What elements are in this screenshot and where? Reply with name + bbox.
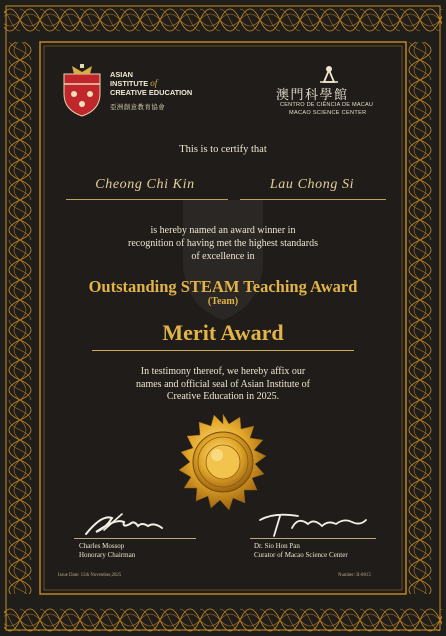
signatory-name: Dr. Sio Hon Pan [254, 542, 300, 550]
msc-chinese-name: 澳門科學館 [276, 88, 349, 103]
msc-portuguese-name: CENTRO DE CIÊNCIA DE MACAU [280, 102, 374, 108]
aice-name-line3: CREATIVE EDUCATION [110, 88, 193, 97]
testimony-line: names and official seal of Asian Institute of [136, 378, 310, 390]
signature-mossop [82, 508, 174, 538]
award-title: Outstanding STEAM Teaching Award [88, 277, 358, 296]
testimony-line: Creative Education in 2025. [166, 391, 280, 402]
citation-line: recognition of having met the highest standards [128, 238, 318, 249]
recipient-name-2: Lau Chong Si [269, 177, 355, 192]
testimony-line: In testimony thereof, we hereby affix our [140, 366, 306, 377]
msc-english-name: MACAO SCIENCE CENTER [289, 110, 367, 116]
msc-logo [272, 62, 402, 122]
signatory-1 [79, 542, 135, 560]
recipient-name-1: Cheong Chi Kin [95, 177, 195, 192]
merit-award-title: Merit Award [162, 320, 284, 345]
aice-logo [58, 62, 218, 122]
aice-name-of: of [150, 78, 158, 88]
certify-text: This is to certify that [179, 144, 267, 155]
signature-line-2 [250, 538, 376, 539]
science-center-icon [316, 64, 342, 84]
aice-name-line2: INSTITUTE [110, 79, 149, 88]
aice-name-line1: ASIAN [110, 70, 133, 79]
signatory-2 [254, 542, 348, 560]
certificate-number: Number: II-0813 [338, 573, 371, 578]
gold-seal-icon [172, 411, 274, 513]
signatory-title: Honorary Chairman [79, 551, 136, 559]
recipient-underline-1 [66, 199, 228, 200]
merit-underline [92, 350, 354, 351]
signatory-name: Charles Mossop [79, 542, 125, 550]
citation-line: is hereby named an award winner in [150, 225, 296, 236]
aice-chinese-name: 亞洲創意教育協會 [110, 103, 166, 111]
citation-text [0, 224, 446, 263]
crest-icon [60, 64, 104, 118]
recipient-underline-2 [240, 199, 386, 200]
signatory-title: Curator of Macao Science Center [254, 551, 348, 559]
testimony-text [0, 366, 446, 404]
citation-line: of excellence in [191, 251, 255, 262]
signature-pan [252, 508, 372, 538]
issue-date: Issue Date: 15th November,2025 [58, 573, 122, 578]
award-subtitle: (Team) [207, 296, 239, 307]
signature-line-1 [74, 538, 196, 539]
